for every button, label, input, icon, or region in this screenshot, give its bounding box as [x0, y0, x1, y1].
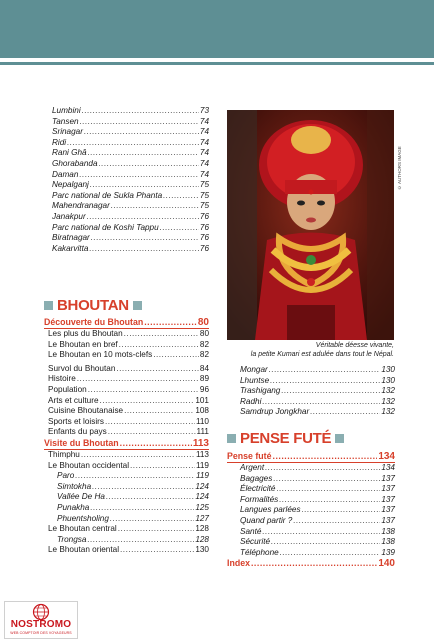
toc-entry[interactable]: Sports et loisirs ..... 110: [44, 417, 209, 428]
toc-entry[interactable]: Ghorabanda ..... 74: [52, 159, 209, 170]
pense-fute-heading: PENSE FUTÉ: [227, 430, 395, 448]
toc-entry[interactable]: Lhuntse ..... 130: [227, 376, 395, 387]
toc-entry[interactable]: Biratnagar ..... 76: [52, 233, 209, 244]
bhoutan-toc: [44, 296, 209, 556]
photo-caption: Véritable déesse vivante, la petite Kumari est adulée dans tout le Népal.: [250, 342, 394, 358]
toc-entry[interactable]: Trashigang ..... 132: [227, 386, 395, 397]
toc-entry[interactable]: Srinagar ..... 74: [52, 127, 209, 138]
toc-entry[interactable]: Histoire ..... 89: [44, 374, 209, 385]
toc-entry[interactable]: Population ..... 96: [44, 385, 209, 396]
photo-credit: © AUTHORS IMAGE: [397, 146, 402, 190]
toc-entry[interactable]: Thimphu ..... 113: [44, 450, 209, 461]
bhoutan-heading: BHOUTAN: [44, 296, 209, 314]
toc-entry[interactable]: Le Bhoutan oriental ..... 130: [44, 545, 209, 556]
header-stripe: [0, 62, 434, 65]
toc-entry[interactable]: Le Bhoutan occidental ..... 119: [44, 461, 209, 472]
toc-entry[interactable]: Ridi ..... 74: [52, 138, 209, 149]
toc-entry[interactable]: Phuentsholing ..... 127: [44, 514, 209, 525]
toc-entry[interactable]: Survol du Bhoutan ..... 84: [44, 364, 209, 375]
toc-entry[interactable]: Punakha ..... 125: [44, 503, 209, 514]
toc-entry[interactable]: Paro ..... 119: [44, 471, 209, 482]
toc-section-visite[interactable]: Visite du Bhoutan ..... 113: [44, 438, 209, 450]
square-bullet-icon: [133, 301, 142, 310]
toc-entry[interactable]: Le Bhoutan en bref ..... 82: [44, 340, 209, 351]
toc-entry[interactable]: Arts et culture ..... 101: [44, 396, 209, 407]
toc-entry[interactable]: Parc national de Koshi Tappu ..... 76: [52, 223, 209, 234]
toc-entry[interactable]: Janakpur ..... 76: [52, 212, 209, 223]
toc-entry[interactable]: Langues parlées ..... 137: [227, 505, 395, 516]
toc-entry[interactable]: Électricité ..... 137: [227, 484, 395, 495]
square-bullet-icon: [335, 434, 344, 443]
toc-entry[interactable]: Enfants du pays ..... 111: [44, 427, 209, 438]
right-toc: [227, 365, 395, 569]
toc-entry[interactable]: Téléphone ..... 139: [227, 548, 395, 559]
toc-entry[interactable]: Trongsa ..... 128: [44, 535, 209, 546]
toc-entry[interactable]: Vallée De Ha ..... 124: [44, 492, 209, 503]
toc-entry[interactable]: Mahendranagar ..... 75: [52, 201, 209, 212]
toc-entry[interactable]: Le Bhoutan en 10 mots-clefs ..... 82: [44, 350, 209, 361]
toc-entry[interactable]: Formalités ..... 137: [227, 495, 395, 506]
toc-entry[interactable]: Daman ..... 74: [52, 170, 209, 181]
toc-section-index[interactable]: Index ..... 140: [227, 558, 395, 569]
square-bullet-icon: [44, 301, 53, 310]
square-bullet-icon: [227, 434, 236, 443]
toc-entry[interactable]: Sécurité ..... 138: [227, 537, 395, 548]
toc-entry[interactable]: Kakarvitta ..... 76: [52, 244, 209, 255]
toc-entry[interactable]: Quand partir ? ..... 137: [227, 516, 395, 527]
toc-entry[interactable]: Simtokha ..... 124: [44, 482, 209, 493]
toc-section-pense-fute[interactable]: Pense futé ..... 134: [227, 451, 395, 463]
toc-entry[interactable]: Santé ..... 138: [227, 527, 395, 538]
toc-entry[interactable]: Radhi ..... 132: [227, 397, 395, 408]
toc-entry[interactable]: Nepalganj ..... 75: [52, 180, 209, 191]
toc-entry[interactable]: Parc national de Sukla Phanta ..... 75: [52, 191, 209, 202]
header-band: [0, 0, 434, 58]
toc-entry[interactable]: Cuisine Bhoutanaise ..... 108: [44, 406, 209, 417]
toc-entry[interactable]: Rani Ghâ ..... 74: [52, 148, 209, 159]
toc-entry[interactable]: Tansen ..... 74: [52, 117, 209, 128]
toc-entry[interactable]: Lumbini ..... 73: [52, 106, 209, 117]
toc-entry[interactable]: Mongar ..... 130: [227, 365, 395, 376]
toc-entry[interactable]: Argent ..... 134: [227, 463, 395, 474]
toc-entry[interactable]: Les plus du Bhoutan ..... 80: [44, 329, 209, 340]
toc-entry[interactable]: Le Bhoutan central ..... 128: [44, 524, 209, 535]
nepal-toc-list: [52, 106, 209, 254]
nostromo-logo: NOSTROMO WEB COMPTOIR DES VOYAGEURS: [4, 601, 78, 639]
toc-entry[interactable]: Bagages ..... 137: [227, 474, 395, 485]
kumari-photo: [227, 110, 394, 340]
toc-entry[interactable]: Samdrup Jongkhar ..... 132: [227, 407, 395, 418]
toc-section-decouverte[interactable]: Découverte du Bhoutan ..... 80: [44, 317, 209, 329]
